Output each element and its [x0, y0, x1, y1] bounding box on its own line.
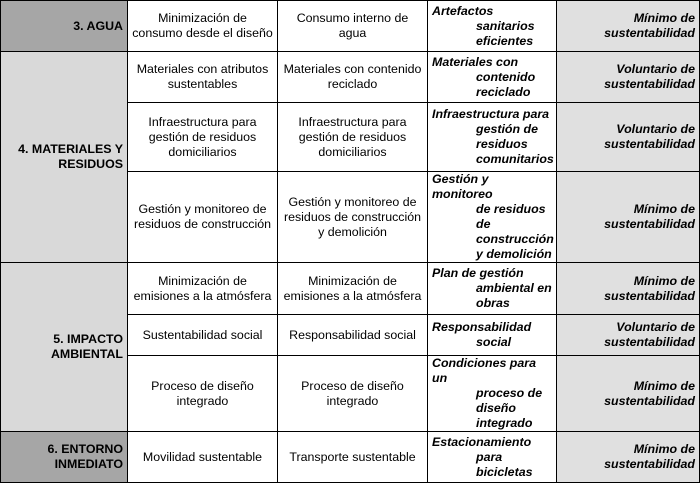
- strategy-cell: Movilidad sustentable: [128, 432, 278, 483]
- requirement-text-rest: gestión de residuos comunitarios: [476, 122, 554, 166]
- requirement-text-rest: contenido reciclado: [476, 69, 536, 99]
- requirement-text-line1: Condiciones para un: [432, 356, 536, 385]
- indicator-text: Proceso de diseño integrado: [301, 378, 404, 408]
- level-cell: Voluntario de sustentabilidad: [557, 315, 700, 356]
- requirement-text-line1: Materiales con: [432, 54, 519, 69]
- strategy-cell: Gestión y monitoreo de residuos de construcción: [128, 172, 278, 263]
- strategy-cell: Sustentabilidad social: [128, 315, 278, 356]
- indicator-cell: [278, 1, 428, 52]
- level-cell: Voluntario de sustentabilidad: [557, 52, 700, 103]
- indicator-text: Infraestructura para gestión de residuos domiciliarios: [298, 114, 407, 159]
- level-cell: Mínimo de sustentabilidad: [557, 172, 700, 263]
- requirement-cell: [428, 432, 557, 483]
- requirement-text-line1: Artefactos: [432, 3, 494, 18]
- indicator-text: Minimización de emisiones a la atmósfera: [283, 273, 422, 303]
- indicator-cell: [278, 172, 428, 263]
- requirement-text-rest: proceso de diseño integrado: [476, 386, 543, 430]
- level-cell: Mínimo de sustentabilidad: [557, 1, 700, 52]
- requirement-cell: [428, 1, 557, 52]
- requirement-cell: [428, 263, 557, 315]
- category-cell: 4. MATERIALES Y RESIDUOS: [1, 52, 128, 263]
- level-cell: Mínimo de sustentabilidad: [557, 432, 700, 483]
- table-row: [1, 432, 700, 483]
- indicator-text: Consumo interno de agua: [296, 11, 409, 40]
- requirement-text-line1: Infraestructura para: [432, 107, 550, 121]
- indicator-text: Gestión y monitoreo de residuos de construcción y demolición: [283, 194, 422, 239]
- strategy-cell: Minimización de emisiones a la atmósfera: [128, 263, 278, 315]
- indicator-text: Transporte sustentable: [289, 449, 416, 464]
- requirement-text-rest: social: [476, 335, 512, 349]
- strategy-cell: Proceso de diseño integrado: [128, 356, 278, 432]
- requirement-text-rest: sanitarios eficientes: [476, 18, 535, 48]
- indicator-cell: [278, 263, 428, 315]
- category-cell: 6. ENTORNO INMEDIATO: [1, 432, 128, 483]
- requirement-cell: [428, 172, 557, 263]
- indicator-cell: [278, 432, 428, 483]
- requirement-text-line1: Responsabilidad: [432, 320, 532, 334]
- indicator-cell: [278, 52, 428, 103]
- requirement-text-line1: Estacionamiento: [432, 434, 532, 449]
- indicator-text: Materiales con contenido reciclado: [283, 62, 422, 91]
- level-cell: Mínimo de sustentabilidad: [557, 356, 700, 432]
- category-cell: 3. AGUA: [1, 1, 128, 52]
- category-cell: 5. IMPACTO AMBIENTAL: [1, 263, 128, 432]
- requirement-cell: [428, 315, 557, 356]
- requirement-text-line1: Plan de gestión: [432, 266, 524, 280]
- table-row: [1, 263, 700, 315]
- table-row: [1, 1, 700, 52]
- requirement-text-rest: para bicicletas: [476, 449, 533, 479]
- strategy-cell: Infraestructura para gestión de residuos domiciliarios: [128, 103, 278, 172]
- indicator-text: Responsabilidad social: [289, 327, 416, 342]
- requirement-text-rest: de residuos de construcción y demolición: [476, 202, 554, 261]
- requirement-text-line1: Gestión y monitoreo: [432, 172, 493, 201]
- level-cell: Voluntario de sustentabilidad: [557, 103, 700, 172]
- requirement-cell: [428, 103, 557, 172]
- strategy-cell: Materiales con atributos sustentables: [128, 52, 278, 103]
- requirement-cell: [428, 52, 557, 103]
- requirement-text-rest: ambiental en obras: [476, 281, 552, 310]
- strategy-cell: Minimización de consumo desde el diseño: [128, 1, 278, 52]
- indicator-cell: [278, 315, 428, 356]
- indicator-cell: [278, 103, 428, 172]
- requirement-cell: [428, 356, 557, 432]
- table-row: [1, 52, 700, 103]
- level-cell: Mínimo de sustentabilidad: [557, 263, 700, 315]
- indicator-cell: [278, 356, 428, 432]
